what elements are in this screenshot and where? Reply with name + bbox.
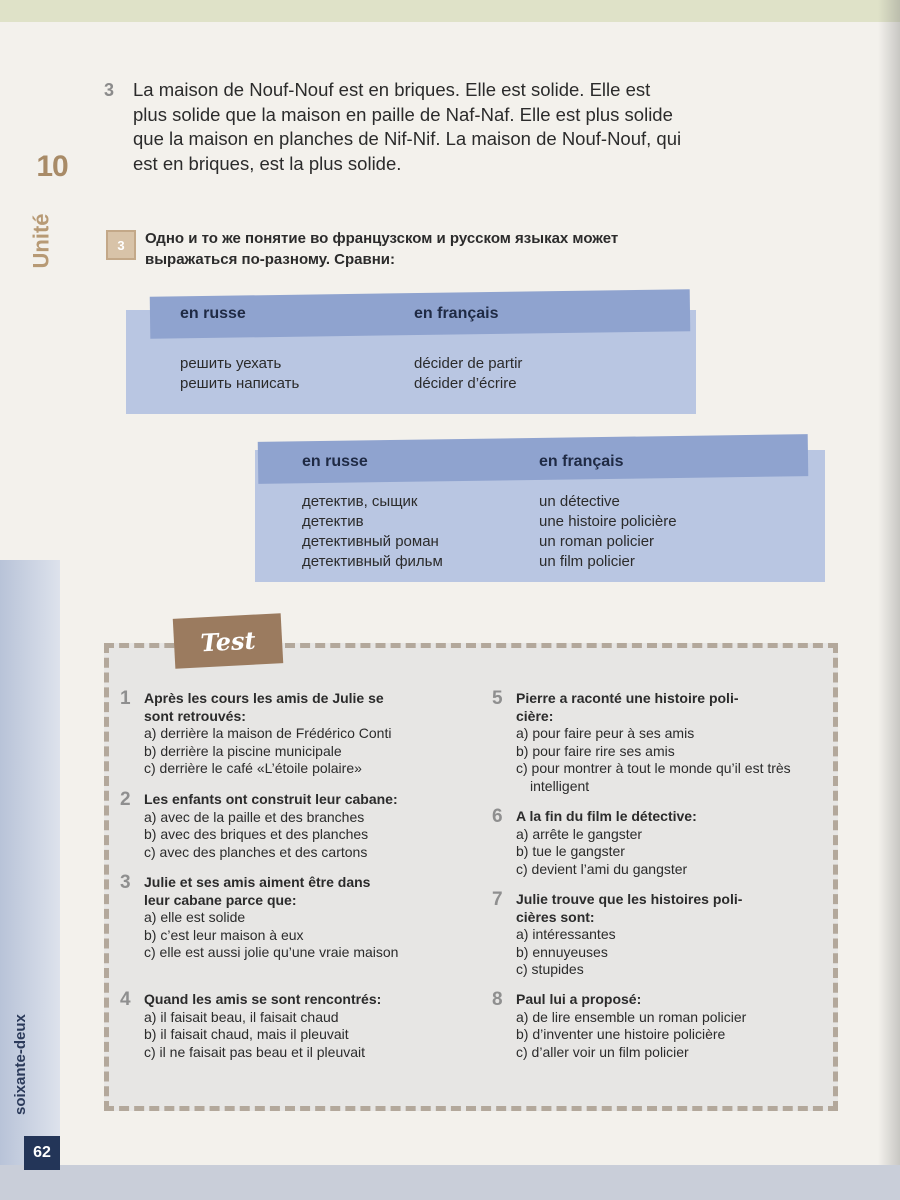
answer-option: a) elle est solide — [144, 909, 246, 925]
page-number: 62 — [24, 1136, 60, 1170]
question-number: 4 — [120, 989, 131, 1010]
answer-option: c) elle est aussi jolie qu’une vraie maison — [144, 944, 399, 960]
question-stem-line: Les enfants ont construit leur cabane: — [144, 791, 398, 807]
unit-number: 10 — [36, 150, 68, 183]
page-number-words: soixante-deux — [12, 1014, 29, 1115]
table-cell: детективный фильм — [302, 553, 443, 570]
question-stem — [144, 690, 474, 725]
question-stem-line: Julie trouve que les histoires poli- — [516, 891, 743, 907]
question-number: 7 — [492, 889, 503, 910]
table-header-french: en français — [414, 305, 499, 322]
question-stem-line: sont retrouvés: — [144, 707, 246, 724]
exercise-badge: 3 — [106, 230, 136, 260]
question-stem-line: Quand les amis se sont rencontrés: — [144, 991, 382, 1007]
test-question-7 — [492, 889, 846, 979]
exercise-line: выражаться по-разному. Сравни: — [145, 251, 396, 268]
table-cell: un roman policier — [539, 533, 655, 550]
answer-option: a) de lire ensemble un roman policier — [516, 1008, 747, 1025]
answer-option: a) avec de la paille et des branches — [144, 808, 365, 825]
question-stem-line: cières sont: — [516, 908, 595, 925]
paragraph-line: que la maison en planches de Nif-Nif. La maison de Nouf-Nouf, qui — [133, 128, 682, 149]
question-stem-line: cière: — [516, 707, 554, 724]
question-stem — [516, 808, 846, 826]
question-number: 8 — [492, 989, 503, 1010]
answer-option: c) il ne faisait pas beau et il pleuvait — [144, 1043, 366, 1060]
test-question-1 — [120, 688, 474, 778]
table-header-russian: en russe — [302, 453, 368, 470]
table-cell: детективный роман — [302, 533, 439, 550]
question-number: 2 — [120, 789, 131, 810]
table-cell: детектив — [302, 513, 364, 530]
table-column-russian — [180, 354, 299, 394]
answer-option: b) ennuyeuses — [516, 943, 608, 960]
question-stem — [144, 874, 449, 909]
answer-option: c) avec des planches et des cartons — [144, 843, 368, 860]
table-cell: решить уехать — [180, 355, 282, 372]
table-column-french — [539, 492, 677, 572]
table-column-french — [414, 354, 522, 394]
paragraph-line: La maison de Nouf-Nouf est en briques. Elle est solide. Elle est — [133, 79, 651, 100]
question-number: 3 — [120, 872, 131, 893]
unit-word: Unité — [28, 213, 54, 269]
test-title: Test — [199, 625, 257, 657]
question-stem-line: Après les cours les amis de Julie se — [144, 690, 384, 706]
answer-option: b) d’inventer une histoire policière — [516, 1026, 726, 1042]
left-margin-band — [0, 560, 60, 1180]
answer-option: c) stupides — [516, 961, 584, 977]
page-gutter-shadow — [878, 0, 900, 1200]
test-question-4 — [120, 989, 474, 1061]
answer-option: b) c’est leur maison à eux — [144, 926, 304, 943]
question-stem — [144, 991, 474, 1009]
table-cell: une histoire policière — [539, 513, 677, 530]
answer-option: a) pour faire peur à ses amis — [516, 725, 695, 741]
answer-option: a) intéressantes — [516, 926, 616, 942]
table-cell: décider d’écrire — [414, 375, 517, 392]
test-question-3 — [120, 872, 449, 962]
table-header-russian: en russe — [180, 305, 246, 322]
answer-option: a) derrière la maison de Frédérico Conti — [144, 725, 392, 741]
question-stem — [516, 891, 846, 926]
table-cell: décider de partir — [414, 355, 523, 372]
question-stem-line: leur cabane parce que: — [144, 891, 297, 908]
exercise-line: Одно и то же понятие во французском и русском языках может — [145, 230, 619, 247]
answer-option: a) il faisait beau, il faisait chaud — [144, 1008, 339, 1025]
answer-option: b) pour faire rire ses amis — [516, 742, 675, 759]
answer-option: c) derrière le café «L’étoile polaire» — [144, 760, 362, 776]
test-question-2 — [120, 789, 474, 861]
table-cell: un détective — [539, 493, 620, 510]
question-stem — [144, 791, 474, 809]
paragraph-line: plus solide que la maison en paille de Naf-Naf. Elle est plus solide — [133, 103, 673, 125]
answer-option: c) d’aller voir un film policier — [516, 1043, 689, 1060]
answer-option: c) pour montrer à tout le monde qu’il est très intelligent — [516, 760, 791, 794]
table-cell: un film policier — [539, 553, 635, 570]
test-question-8 — [492, 989, 846, 1061]
table-column-russian — [302, 492, 443, 572]
question-stem-line: Pierre a raconté une histoire poli- — [516, 690, 739, 706]
answer-option: b) tue le gangster — [516, 843, 625, 859]
paragraph-number: 3 — [104, 80, 115, 100]
test-question-5 — [492, 688, 821, 795]
unit-marker — [28, 150, 72, 269]
question-stem-line: A la fin du film le détective: — [516, 808, 697, 824]
paragraph-line: est en briques, est la plus solide. — [133, 152, 402, 174]
question-stem-line: Paul lui a proposé: — [516, 991, 642, 1007]
question-number: 6 — [492, 806, 503, 827]
test-title-tag — [173, 613, 283, 669]
answer-option: b) avec des briques et des planches — [144, 826, 369, 842]
answer-option: b) derrière la piscine municipale — [144, 742, 342, 759]
table-cell: детектив, сыщик — [302, 493, 418, 510]
question-stem — [516, 690, 821, 725]
table-header-french: en français — [539, 453, 624, 470]
table-cell: решить написать — [180, 375, 300, 392]
question-stem-line: Julie et ses amis aiment être dans — [144, 874, 371, 890]
answer-option: a) arrête le gangster — [516, 825, 643, 842]
bottom-margin-band — [0, 1165, 900, 1200]
question-stem — [516, 991, 846, 1009]
answer-option: b) il faisait chaud, mais il pleuvait — [144, 1026, 349, 1042]
test-question-6 — [492, 806, 846, 878]
exercise-instruction — [145, 228, 765, 270]
question-number: 1 — [120, 688, 131, 709]
paragraph-text — [133, 78, 833, 176]
question-number: 5 — [492, 688, 503, 709]
top-page-edge — [0, 0, 900, 22]
answer-option: c) devient l’ami du gangster — [516, 860, 688, 877]
